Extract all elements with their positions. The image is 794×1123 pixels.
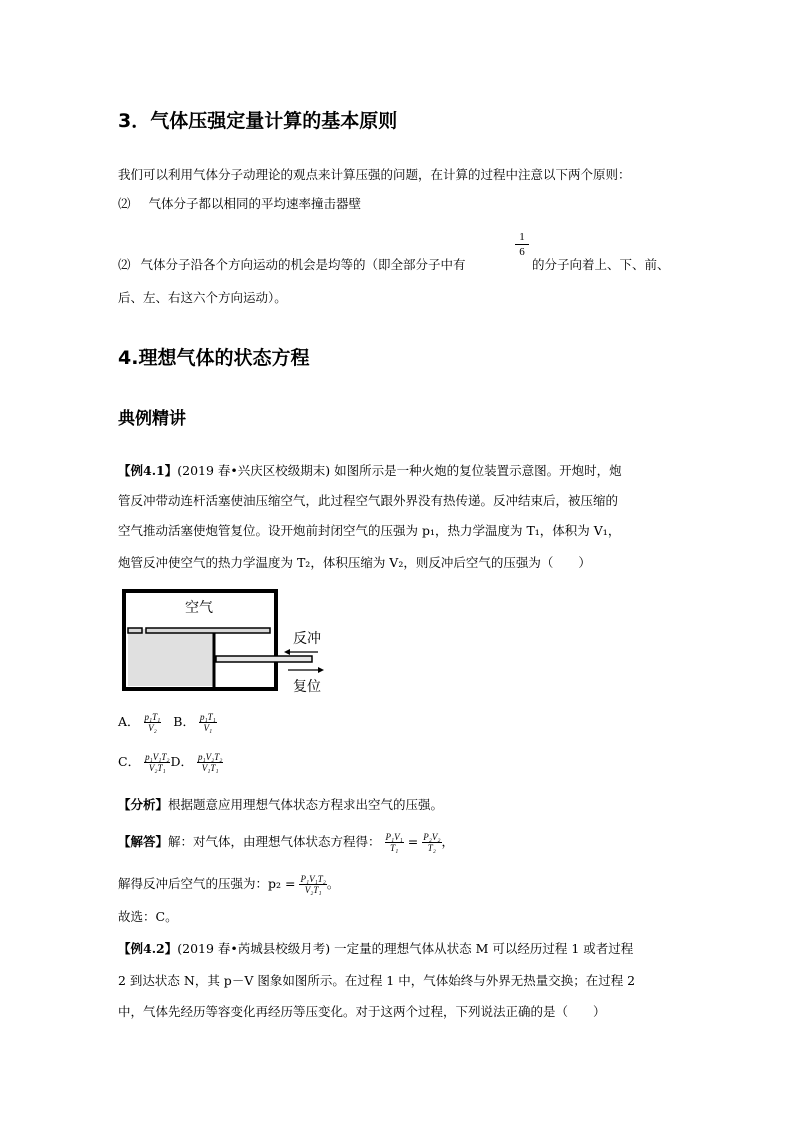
result-text: 解得反冲后空气的压强为：p₂ = <box>118 876 296 891</box>
piston-rod <box>146 628 270 633</box>
option-a-label: A． <box>118 714 140 729</box>
example-4-2-tag: 【例4.2】 <box>118 941 178 956</box>
choice-line: 故选：C。 <box>118 909 178 924</box>
option-b-fraction <box>199 712 217 733</box>
barrel-rod <box>216 656 312 662</box>
option-d-den: V₁T₁ <box>201 763 219 773</box>
section-4-title: 4.理想气体的状态方程 <box>118 347 310 369</box>
result-line <box>118 874 339 895</box>
analysis-line <box>118 796 443 814</box>
example-4-2-text-1: (2019 春•芮城县校级月考) 一定量的理想气体从状态 M 可以经历过程 1 或者过程 <box>177 941 634 956</box>
option-a-den: V₂ <box>148 723 157 733</box>
example-4-1-line-3: 空气推动活塞使炮管复位。设开炮前封闭空气的压强为 p₁，热力学温度为 T₁，体积为 V₁， <box>118 523 621 538</box>
answer-text: 解：对气体，由理想气体状态方程得： <box>168 834 381 849</box>
answer-tag: 【解答】 <box>118 834 169 849</box>
principle-2-text-b: 的分子向着上、下、前、 <box>532 257 670 272</box>
equation-left-num: P₁V₁ <box>385 832 403 842</box>
example-4-1-line-1 <box>118 462 622 480</box>
option-c-num: p₁V₁T₂ <box>145 752 170 762</box>
option-c-label: C． <box>118 754 141 769</box>
example-4-1-text-1: (2019 春•兴庆区校级期末) 如图所示是一种火炮的复位装置示意图。开炮时，炮 <box>177 463 622 478</box>
result-end: 。 <box>326 876 340 891</box>
options-row-ab <box>118 712 217 733</box>
section-3-intro: 我们可以利用气体分子动理论的观点来计算压强的问题，在计算的过程中注意以下两个原则： <box>118 167 631 182</box>
example-4-2-line-2: 2 到达状态 N，其 p－V 图象如图所示。在过程 1 中，气体始终与外界无热量交换；在过程 2 <box>118 973 636 988</box>
option-b-label: B． <box>173 714 195 729</box>
principle-2-line-2: 后、左、右这六个方向运动）。 <box>118 290 287 305</box>
examples-heading: 典例精讲 <box>118 409 186 429</box>
oil-region <box>128 629 214 686</box>
result-den: V₂T₁ <box>304 885 322 895</box>
fraction-denominator: 6 <box>519 246 525 258</box>
left-rod <box>128 628 142 633</box>
option-d-label: D． <box>170 754 193 769</box>
principle-1-mark: ⑵ <box>118 196 131 211</box>
analysis-tag: 【分析】 <box>118 797 169 812</box>
example-4-1-line-4: 炮管反冲使空气的热力学温度为 T₂，体积压缩为 V₂，则反冲后空气的压强为（ ） <box>118 555 591 570</box>
example-4-2-line-1 <box>118 940 633 958</box>
option-d-fraction <box>197 752 223 773</box>
option-c-fraction <box>144 752 170 773</box>
fraction-numerator: 1 <box>515 230 529 245</box>
equation-left <box>385 832 404 853</box>
option-a-fraction <box>144 712 162 733</box>
options-row-cd <box>118 752 223 773</box>
analysis-text: 根据题意应用理想气体状态方程求出空气的压强。 <box>168 797 444 812</box>
example-4-2-line-3: 中，气体先经历等容变化再经历等压变化。对于这两个过程，下列说法正确的是（ ） <box>118 1004 606 1019</box>
one-sixth-fraction <box>515 230 529 259</box>
principle-2-mark: ⑵ <box>118 257 131 272</box>
section-3-title: 3．气体压强定量计算的基本原则 <box>118 110 398 132</box>
equation-left-den: T₁ <box>390 843 399 853</box>
equation-equals: = <box>407 834 419 849</box>
option-b-den: V₁ <box>203 723 213 733</box>
diagram-label-air: 空气 <box>185 600 213 616</box>
recoil-arrow-head <box>284 649 290 655</box>
equation-right-den: T₂ <box>427 843 436 853</box>
equation-end: ， <box>441 834 455 849</box>
example-4-1-tag: 【例4.1】 <box>118 463 178 478</box>
principle-1 <box>118 195 361 213</box>
principle-1-text: 气体分子都以相同的平均速率撞击器壁 <box>148 196 362 211</box>
reset-arrow-head <box>318 667 324 673</box>
result-fraction <box>299 874 326 895</box>
principle-2 <box>118 256 466 274</box>
option-d-num: p₁V₂T₂ <box>197 752 223 762</box>
principle-2-text-a: 气体分子沿各个方向运动的机会是均等的（即全部分子中有 <box>140 257 466 272</box>
equation-right-num: P₂V₂ <box>423 832 441 842</box>
option-b-num: p₁T₁ <box>199 712 216 722</box>
option-a-num: p₁T₁ <box>144 712 161 722</box>
diagram-label-reset: 复位 <box>293 679 321 695</box>
answer-line <box>118 832 454 853</box>
example-4-1-line-2: 管反冲带动连杆活塞使油压缩空气，此过程空气跟外界没有热传递。反冲结束后，被压缩的 <box>118 493 619 508</box>
diagram-label-recoil: 反冲 <box>293 631 321 647</box>
equation-right <box>422 832 441 853</box>
option-c-den: V₂T₁ <box>148 763 166 773</box>
result-num: P₁V₁T₂ <box>300 874 326 884</box>
